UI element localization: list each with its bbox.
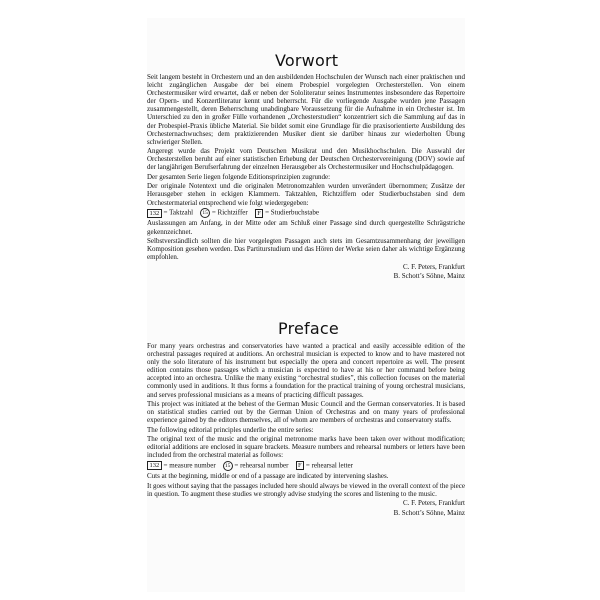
rehearsal-letter-box: F xyxy=(255,209,264,218)
preface-legend xyxy=(147,461,465,471)
measure-number-box: 132 xyxy=(147,209,162,218)
vorwort-paragraph-6: Selbstverständlich sollten die hier vorgelegten Passagen auch stets im Gesamtzusammenhang der jeweiligen Komposition gesehen werden. Das Partiturstudium und das Hören der Werke seien daher als wichtige Ergänzung empfohlen. xyxy=(147,237,465,262)
rehearsal-number-label: = rehearsal number xyxy=(234,461,289,470)
rehearsal-letter-label: = Studierbuchstabe xyxy=(265,208,320,217)
rehearsal-number-circle: 15 xyxy=(223,461,233,471)
preface-paragraph-6: It goes without saying that the passages included here should always be viewed in the overall context of the piece in question. To augment these studies we strongly advise studying the scores and listening to the music. xyxy=(147,481,465,498)
preface-signature-peters: C. F. Peters, Frankfurt xyxy=(402,499,465,508)
vorwort-signature-peters: C. F. Peters, Frankfurt xyxy=(402,262,465,271)
rehearsal-letter-box: F xyxy=(296,461,305,470)
vorwort-paragraph-3: Der gesamten Serie liegen folgende Editionsprinzipien zugrunde: xyxy=(147,172,331,181)
vorwort-body xyxy=(147,73,465,282)
preface-signature-schott: B. Schott’s Söhne, Mainz xyxy=(393,508,465,517)
vorwort-signature-schott: B. Schott’s Söhne, Mainz xyxy=(393,272,465,281)
preface-paragraph-5: Cuts at the beginning, middle or end of a passage are indicated by intervening slashes. xyxy=(147,472,389,481)
preface-paragraph-3: The following editorial principles underlie the entire series: xyxy=(147,425,314,434)
measure-number-label: = Taktzahl xyxy=(163,208,194,217)
preface-paragraph-4: The original text of the music and the original metronome marks have been taken over without modification; editorial additions are enclosed in square brackets. Measure numbers and rehearsal numbers or letters have been included from the orchestral material as follows: xyxy=(147,435,465,460)
preface-title: Preface xyxy=(278,319,339,338)
preface-paragraph-2: This project was initiated at the behest of the German Music Council and the German conservatories. It is based on statistical studies carried out by the German Union of Orchestras and on many years of professional experience gained by the editors themselves, all of whom are members of orchestras and conservatory staffs. xyxy=(147,400,465,425)
measure-number-label: = measure number xyxy=(163,461,216,470)
vorwort-paragraph-4: Der originale Notentext und die originalen Metronomzahlen wurden unverändert übernommen; Zusätze der Herausgeber stehen in eckigen Klammern. Taktzahlen, Richtziffern oder Studierbuchstaben sind dem Orchestermaterial entsprechend wie folgt wiedergegeben: xyxy=(147,182,465,207)
measure-number-box: 132 xyxy=(147,461,162,470)
rehearsal-number-label: = Richtziffer xyxy=(211,208,248,217)
preface-body xyxy=(147,342,465,518)
preface-paragraph-1: For many years orchestras and conservatories have wanted a practical and easily accessible edition of the orchestral passages required at auditions. An orchestral musician is expected to know and to have mastered not only the solo literature of his instrument but especially the opera and concert repertoire as well. The present edition contains those passages which a musician is expected to have at his or her command before being accepted into an orchestra. Unlike the many existing “orchestral studies”, this collection focuses on the material commonly used in auditions. It thus forms a foundation for the practical training of young orchestral musicians, and serves professional musicians as a means of practicing difficult passages. xyxy=(147,342,465,399)
vorwort-paragraph-1: Seit langem besteht in Orchestern und an den ausbildenden Hochschulen der Wunsch nach einer praktischen und leicht zugänglichen Ausgabe der bei einem Probespiel vorgelegten Orchesterstellen. Von einem Orchestermusiker wird erwartet, daß er neben der Sololiteratur seines Instrumentes insbesondere das Repertoire der Opern- und Konzertliteratur kennt und beherrscht. Für die vorliegende Ausgabe wurden jene Passagen zusammengestellt, deren Beherrschung unabdingbare Voraussetzung für die Aufnahme in ein Orchester ist. Im Unterschied zu den in großer Fülle vorhandenen „Orchesterstudien“ konzentriert sich die Sammlung auf das in der Probespiel-Praxis übliche Material. Sie bildet somit eine Grundlage für die praxisorientierte Ausbildung des Orchesternachwuchses; dem praktizierenden Musiker dient sie darüber hinaus zur wiederholten Übung schwieriger Stellen. xyxy=(147,73,465,146)
rehearsal-letter-label: = rehearsal letter xyxy=(305,461,353,470)
vorwort-paragraph-2: Angeregt wurde das Projekt vom Deutschen Musikrat und den Musikhochschulen. Die Auswahl der Orchesterstellen beruht auf einer statistischen Erhebung der Deutschen Orchestervereinigung (DOV) sowie auf der langjährigen Berufserfahrung der einzelnen Herausgeber als Orchestermusiker und Hochschulpädagogen. xyxy=(147,147,465,172)
rehearsal-number-circle: 15 xyxy=(200,208,210,218)
vorwort-title: Vorwort xyxy=(275,51,339,70)
vorwort-legend xyxy=(147,208,465,218)
vorwort-paragraph-5: Auslassungen am Anfang, in der Mitte oder am Schluß einer Passage sind durch quergestellte Schrägstriche gekennzeichnet. xyxy=(147,219,465,236)
